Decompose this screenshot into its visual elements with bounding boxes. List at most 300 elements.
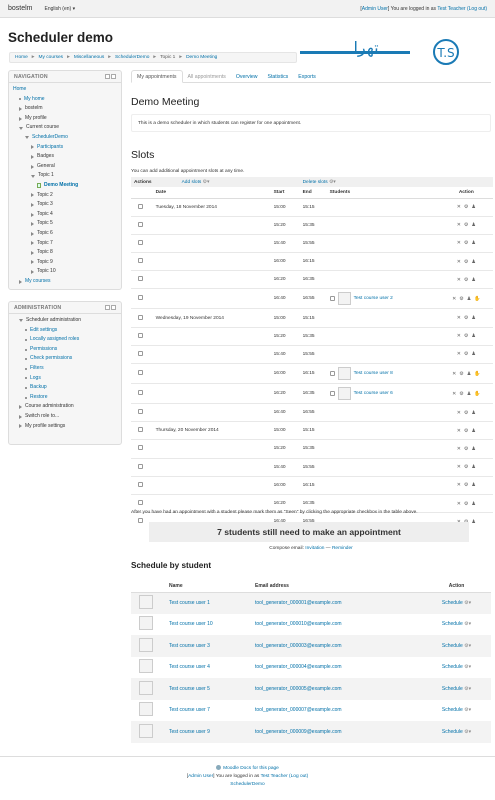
tree-item[interactable]: [13, 345, 117, 355]
end-header: End: [301, 187, 328, 198]
slot-end: 15:15: [301, 309, 328, 327]
slot-end: 15:55: [301, 345, 328, 363]
invitation-link[interactable]: Invitation: [305, 546, 325, 551]
slot-start: 16:20: [272, 271, 301, 289]
collapse-icon[interactable]: [111, 305, 116, 310]
slot-checkbox[interactable]: [138, 315, 143, 320]
logo-brand: T.S: [437, 46, 455, 60]
slot-date: [154, 234, 272, 252]
user-icon[interactable]: ♟: [466, 370, 472, 377]
gear-icon[interactable]: ⚙: [463, 445, 469, 452]
tree-item[interactable]: [13, 133, 117, 143]
tree-item[interactable]: [13, 181, 117, 191]
slot-actions: [457, 204, 476, 210]
compose-email: [131, 546, 491, 551]
chevron-right-icon: [31, 241, 34, 245]
breadcrumb: [9, 52, 297, 63]
remaining-students-banner: [149, 522, 469, 542]
slot-checkbox[interactable]: [138, 445, 143, 450]
gear-icon[interactable]: ⚙: [463, 427, 469, 434]
footer-logout-link[interactable]: (Log out): [287, 774, 309, 779]
gear-icon[interactable]: ⚙: [463, 333, 469, 340]
admin-user-link[interactable]: Admin User: [361, 5, 388, 12]
tree-item-label: Home: [13, 86, 27, 92]
slot-actions: [457, 315, 476, 321]
slot-start: 16:00: [272, 253, 301, 271]
gear-icon[interactable]: ⚙: [463, 258, 469, 265]
user-icon[interactable]: ♟: [471, 518, 476, 525]
tree-item-label: My courses: [25, 277, 51, 284]
slot-checkbox[interactable]: [138, 258, 143, 263]
user-icon[interactable]: ♟: [471, 315, 476, 322]
user-icon[interactable]: ♟: [471, 240, 476, 247]
slot-start: 15:20: [272, 327, 301, 345]
tree-item-label: Edit settings: [30, 326, 58, 333]
delete-icon[interactable]: ✕: [456, 240, 461, 247]
slot-end: 15:55: [301, 234, 328, 252]
tree-item-label: Course administration: [25, 403, 74, 410]
site-name-link[interactable]: bostelm: [8, 5, 33, 12]
logo-text: تهرا: [353, 38, 379, 57]
slot-start: 15:40: [272, 345, 301, 363]
delete-icon[interactable]: ✕: [456, 276, 461, 283]
add-slots-link[interactable]: Add slots: [181, 179, 202, 185]
schedule-link[interactable]: Schedule: [441, 707, 463, 714]
tab[interactable]: Statistics: [267, 73, 289, 80]
slot-date: [154, 384, 272, 404]
student-email-link[interactable]: tool_generator_000004@example.com: [255, 664, 342, 671]
student-email-link[interactable]: tool_generator_000003@example.com: [252, 635, 422, 657]
breadcrumb-item: Topic 1: [160, 55, 176, 60]
tree-item-label: Demo Meeting: [44, 181, 79, 188]
tree-item-label: Filters: [30, 364, 44, 371]
tree-item: [13, 210, 117, 220]
gear-icon[interactable]: ⚙▾: [462, 642, 472, 649]
chevron-right-icon: [31, 222, 34, 226]
compose-label: Compose email:: [269, 546, 306, 551]
schedule-link[interactable]: Schedule: [441, 600, 463, 606]
language-menu[interactable]: [45, 6, 76, 12]
chevron-right-icon: [31, 232, 34, 236]
student-email-link[interactable]: tool_generator_000005@example.com: [252, 678, 422, 700]
bullet-icon: [19, 98, 21, 100]
student-name-link[interactable]: Test course user 3: [166, 635, 252, 657]
gear-icon[interactable]: ⚙: [463, 240, 469, 247]
gear-icon[interactable]: ⚙: [459, 295, 464, 302]
slot-row: [131, 327, 493, 345]
delete-icon[interactable]: ✕: [452, 295, 457, 302]
schedule-link[interactable]: Schedule: [441, 621, 463, 628]
user-icon[interactable]: ♟: [466, 295, 472, 302]
student-link[interactable]: Test course user 2: [353, 296, 393, 302]
slot-end: 16:15: [301, 476, 328, 494]
tree-item: [13, 412, 117, 422]
login-info: [360, 6, 487, 12]
chevron-right-icon: [31, 155, 34, 159]
slot-checkbox[interactable]: [138, 295, 143, 300]
footer-course-link[interactable]: SchedulerDemo: [230, 782, 265, 787]
slot-row: [131, 198, 493, 216]
delete-icon[interactable]: ✕: [456, 464, 461, 471]
slot-row: [131, 271, 493, 289]
user-icon[interactable]: ♟: [466, 390, 472, 397]
user-icon[interactable]: ♟: [471, 258, 476, 265]
student-name-link[interactable]: Test course user 9: [166, 721, 252, 743]
slot-row: [131, 458, 493, 476]
seen-checkbox[interactable]: [330, 296, 335, 301]
administration-block: [8, 301, 122, 445]
page-title: Scheduler demo: [8, 30, 114, 45]
slot-date: [154, 271, 272, 289]
tree-item-label: Backup: [30, 384, 47, 391]
dock-icon[interactable]: [105, 74, 110, 79]
user-icon[interactable]: ♟: [471, 427, 476, 434]
tree-item-label: Scheduler administration: [26, 317, 82, 323]
student-name-link[interactable]: Test course user 5: [166, 678, 252, 700]
gear-icon[interactable]: ⚙▾: [462, 728, 472, 735]
tree-item-label: General: [37, 162, 55, 169]
delete-icon[interactable]: ✕: [456, 351, 461, 358]
slot-actions: [452, 371, 480, 377]
chevron-right-icon: [31, 145, 34, 149]
slot-actions: [452, 296, 480, 302]
slot-actions: [457, 446, 476, 452]
user-icon[interactable]: ♟: [471, 333, 476, 340]
slot-end: 15:55: [301, 458, 328, 476]
avatar: [139, 659, 153, 673]
slot-row: [131, 345, 493, 363]
teacher-link[interactable]: Test Teacher: [437, 5, 466, 12]
slot-date: [154, 253, 272, 271]
slot-end: 15:15: [301, 422, 328, 440]
tab[interactable]: Overview: [235, 73, 258, 80]
bullet-icon: [25, 339, 27, 341]
breadcrumb-item[interactable]: My courses: [38, 55, 64, 60]
tree-item-label: Participants: [37, 143, 64, 150]
intro-box: [131, 114, 491, 132]
slot-checkbox[interactable]: [138, 222, 143, 227]
tab[interactable]: Exports: [298, 73, 316, 80]
student-name-link[interactable]: Test course user 10: [169, 621, 213, 628]
tree-item: [13, 152, 117, 162]
chevron-right-icon: [31, 270, 34, 274]
revoke-icon[interactable]: ✋: [474, 390, 481, 397]
user-icon[interactable]: ♟: [471, 351, 476, 358]
tab[interactable]: My appointments: [131, 70, 183, 83]
tree-item-label: Topic 6: [37, 229, 53, 236]
revoke-icon[interactable]: ✋: [474, 295, 481, 302]
student-email-link[interactable]: tool_generator_000009@example.com: [252, 721, 422, 743]
footer-admin-link[interactable]: Admin User: [188, 774, 214, 779]
dock-icon[interactable]: [105, 305, 110, 310]
slot-actions: [457, 501, 476, 507]
student-name-link[interactable]: Test course user 4: [169, 664, 210, 671]
slot-start: 15:40: [272, 234, 301, 252]
bullet-icon: [25, 358, 27, 360]
breadcrumb-item[interactable]: Miscellaneous: [73, 55, 105, 60]
page-footer: [0, 756, 495, 789]
footer-teacher-link[interactable]: Test Teacher: [260, 774, 288, 779]
tree-item: [13, 258, 117, 268]
delete-icon[interactable]: ✕: [452, 390, 457, 397]
gear-icon[interactable]: ⚙: [463, 276, 469, 283]
top-navbar: [0, 0, 495, 18]
tree-item[interactable]: [13, 143, 117, 153]
student-name-link[interactable]: Test course user 1: [166, 592, 252, 614]
slot-end: 16:55: [301, 404, 328, 422]
slot-actions: [457, 277, 476, 283]
slot-date: [154, 476, 272, 494]
slot-student: [330, 292, 393, 305]
breadcrumb-item[interactable]: SchedulerDemo: [114, 55, 150, 60]
tree-item-label: Permissions: [30, 345, 58, 352]
login-bracket: [: [360, 5, 362, 12]
tree-item[interactable]: [13, 95, 117, 105]
student-link[interactable]: Test course user 6: [353, 391, 393, 396]
slot-date: [154, 440, 272, 458]
actions-label: Actions: [131, 177, 154, 187]
delete-icon[interactable]: ✕: [456, 445, 461, 452]
gear-icon[interactable]: ⚙▾: [202, 179, 210, 185]
slot-row: [131, 476, 493, 494]
tree-item[interactable]: [13, 85, 117, 95]
slot-checkbox[interactable]: [138, 427, 143, 432]
gear-icon[interactable]: ⚙: [463, 351, 469, 358]
slot-start: 16:40: [272, 404, 301, 422]
tree-item[interactable]: [13, 383, 117, 393]
schedule-link[interactable]: Schedule: [441, 728, 463, 735]
seen-checkbox[interactable]: [330, 371, 335, 376]
meeting-title: Demo Meeting: [131, 96, 200, 108]
delete-slots-link[interactable]: Delete slots: [302, 179, 328, 185]
name-header: Name: [166, 580, 252, 592]
tree-item-label: Current course: [26, 124, 60, 131]
collapse-icon[interactable]: [111, 74, 116, 79]
breadcrumb-item[interactable]: Demo Meeting: [186, 55, 218, 60]
delete-icon[interactable]: ✕: [456, 409, 461, 416]
student-row: [131, 721, 491, 743]
student-action-header: Action: [422, 580, 491, 592]
slot-checkbox[interactable]: [138, 409, 143, 414]
gear-icon[interactable]: ⚙▾: [462, 685, 472, 692]
tree-item: [13, 162, 117, 172]
tree-item[interactable]: [13, 364, 117, 374]
scheduler-icon: [37, 183, 41, 188]
delete-icon[interactable]: ✕: [456, 333, 461, 340]
moodle-docs-link[interactable]: Moodle Docs for this page: [223, 766, 279, 771]
tree-item-label: Logs: [30, 374, 41, 381]
delete-icon[interactable]: ✕: [456, 315, 461, 322]
slot-checkbox[interactable]: [138, 333, 143, 338]
delete-icon[interactable]: ✕: [456, 482, 461, 489]
avatar: [338, 292, 351, 305]
slot-start: 15:00: [272, 198, 301, 216]
avatar: [139, 724, 153, 738]
tree-item-label: My profile: [25, 114, 47, 121]
user-icon[interactable]: ♟: [471, 500, 476, 507]
tree-item[interactable]: [13, 277, 117, 287]
students-table: [131, 580, 491, 743]
chevron-right-icon: [19, 107, 22, 111]
logout-link[interactable]: (Log out): [465, 5, 487, 12]
delete-icon[interactable]: ✕: [456, 222, 461, 229]
revoke-icon[interactable]: ✋: [474, 370, 481, 377]
chevron-down-icon: [19, 127, 23, 130]
student-row: [131, 635, 491, 657]
chevron-right-icon: [19, 415, 22, 419]
tree-item-label: bostelm: [25, 105, 43, 112]
user-icon[interactable]: ♟: [471, 409, 476, 416]
user-icon[interactable]: ♟: [471, 222, 476, 229]
slot-checkbox[interactable]: [138, 204, 143, 209]
slot-checkbox[interactable]: [138, 240, 143, 245]
tree-item: [13, 248, 117, 258]
user-icon[interactable]: ♟: [471, 204, 476, 211]
slots-table: [131, 177, 493, 531]
slot-actions: [457, 351, 476, 357]
avatar: [139, 595, 153, 609]
slot-checkbox[interactable]: [138, 518, 143, 523]
slot-row: [131, 440, 493, 458]
actions-bar: [131, 177, 493, 187]
tree-item[interactable]: [13, 374, 117, 384]
navigation-block: [8, 70, 122, 290]
schedule-link[interactable]: Schedule: [441, 642, 463, 649]
tree-item-label: Topic 5: [37, 220, 53, 227]
schedule-link[interactable]: Schedule: [441, 664, 463, 671]
student-email-link[interactable]: tool_generator_000007@example.com: [255, 707, 342, 714]
slot-actions: [457, 222, 476, 228]
gear-icon[interactable]: ⚙: [459, 390, 464, 397]
slot-start: 15:20: [272, 216, 301, 234]
schedule-by-student-heading: Schedule by student: [131, 561, 212, 570]
delete-icon[interactable]: ✕: [452, 370, 457, 377]
slot-actions: [457, 482, 476, 488]
tree-item: [13, 422, 117, 432]
login-text: ] You are logged in as: [387, 5, 438, 12]
intro-text: This is a demo scheduler in which students can register for one appointment.: [138, 120, 302, 126]
avatar: [338, 387, 351, 400]
students-header: Students: [328, 187, 440, 198]
gear-icon[interactable]: ⚙▾: [462, 600, 472, 606]
tab[interactable]: All appointments: [187, 73, 226, 80]
tree-item-label: My home: [24, 95, 45, 102]
slot-actions: [457, 333, 476, 339]
gear-icon[interactable]: ⚙: [463, 500, 469, 507]
gear-icon[interactable]: ⚙: [459, 370, 464, 377]
slot-checkbox[interactable]: [138, 370, 143, 375]
student-email-link[interactable]: tool_generator_000001@example.com: [252, 592, 422, 614]
bullet-icon: [25, 377, 27, 379]
tree-item: [13, 316, 117, 326]
gear-icon[interactable]: ⚙▾: [462, 664, 472, 671]
slot-row: [131, 253, 493, 271]
navigation-tree: [9, 83, 121, 288]
chevron-right-icon: [19, 405, 22, 409]
delete-icon[interactable]: ✕: [456, 427, 461, 434]
tree-item: [13, 200, 117, 210]
gear-icon[interactable]: ⚙▾: [462, 707, 472, 714]
tree-item[interactable]: [13, 354, 117, 364]
slot-row: [131, 289, 493, 309]
slot-checkbox[interactable]: [138, 482, 143, 487]
slot-checkbox[interactable]: [138, 500, 143, 505]
tree-item[interactable]: [13, 326, 117, 336]
tree-item: [13, 229, 117, 239]
reminder-link[interactable]: Reminder: [331, 546, 353, 551]
slot-checkbox[interactable]: [138, 464, 143, 469]
student-link[interactable]: Test course user 8: [353, 371, 393, 376]
slot-checkbox[interactable]: [138, 390, 143, 395]
breadcrumb-separator: ►: [66, 55, 71, 60]
students-header-row: [131, 580, 491, 592]
tree-item: [13, 114, 117, 124]
tree-item-label: Topic 4: [37, 210, 53, 217]
gear-icon[interactable]: ⚙: [463, 464, 469, 471]
tree-item-label: Topic 1: [38, 172, 54, 179]
gear-icon[interactable]: ⚙: [463, 315, 469, 322]
seen-checkbox[interactable]: [330, 391, 335, 396]
slot-checkbox[interactable]: [138, 351, 143, 356]
delete-icon[interactable]: ✕: [456, 258, 461, 265]
gear-icon[interactable]: ⚙: [463, 204, 469, 211]
user-icon[interactable]: ♟: [471, 445, 476, 452]
chevron-right-icon: [31, 213, 34, 217]
tree-item[interactable]: [13, 393, 117, 403]
student-row: [131, 592, 491, 614]
slot-checkbox[interactable]: [138, 276, 143, 281]
bullet-icon: [25, 397, 27, 399]
slot-date: [154, 458, 272, 476]
student-row: [131, 657, 491, 679]
gear-icon[interactable]: ⚙▾: [329, 179, 336, 185]
slot-row: [131, 384, 493, 404]
user-icon[interactable]: ♟: [471, 276, 476, 283]
delete-icon[interactable]: ✕: [456, 204, 461, 211]
slot-end: 16:15: [301, 253, 328, 271]
tree-item-label: Topic 10: [37, 268, 56, 275]
slot-end: 16:35: [301, 384, 328, 404]
schedule-link[interactable]: Schedule: [441, 685, 463, 692]
slot-actions: [457, 240, 476, 246]
slot-date: Thursday, 20 November 2014: [154, 422, 272, 440]
gear-icon[interactable]: ⚙▾: [462, 621, 472, 628]
student-email-link[interactable]: tool_generator_000010@example.com: [255, 621, 342, 628]
slot-actions: [457, 410, 476, 416]
slot-date: [154, 327, 272, 345]
slot-student: [330, 367, 393, 380]
tree-item-label: Topic 3: [37, 201, 53, 208]
tree-item-label: Topic 7: [37, 239, 53, 246]
slot-start: 16:20: [272, 494, 301, 512]
delete-icon[interactable]: ✕: [456, 500, 461, 507]
bullet-icon: [25, 349, 27, 351]
user-icon[interactable]: ♟: [471, 464, 476, 471]
user-icon[interactable]: ♟: [471, 482, 476, 489]
slot-actions: [457, 259, 476, 265]
slot-actions: [457, 428, 476, 434]
gear-icon[interactable]: ⚙: [463, 222, 469, 229]
tree-item[interactable]: [13, 335, 117, 345]
chevron-right-icon: [19, 280, 22, 284]
breadcrumb-item[interactable]: Home: [15, 55, 28, 60]
gear-icon[interactable]: ⚙: [463, 482, 469, 489]
tree-item-label: Check permissions: [30, 355, 73, 362]
slot-end: 16:35: [301, 271, 328, 289]
gear-icon[interactable]: ⚙: [463, 409, 469, 416]
student-name-link[interactable]: Test course user 7: [169, 707, 210, 714]
start-header: Start: [272, 187, 301, 198]
